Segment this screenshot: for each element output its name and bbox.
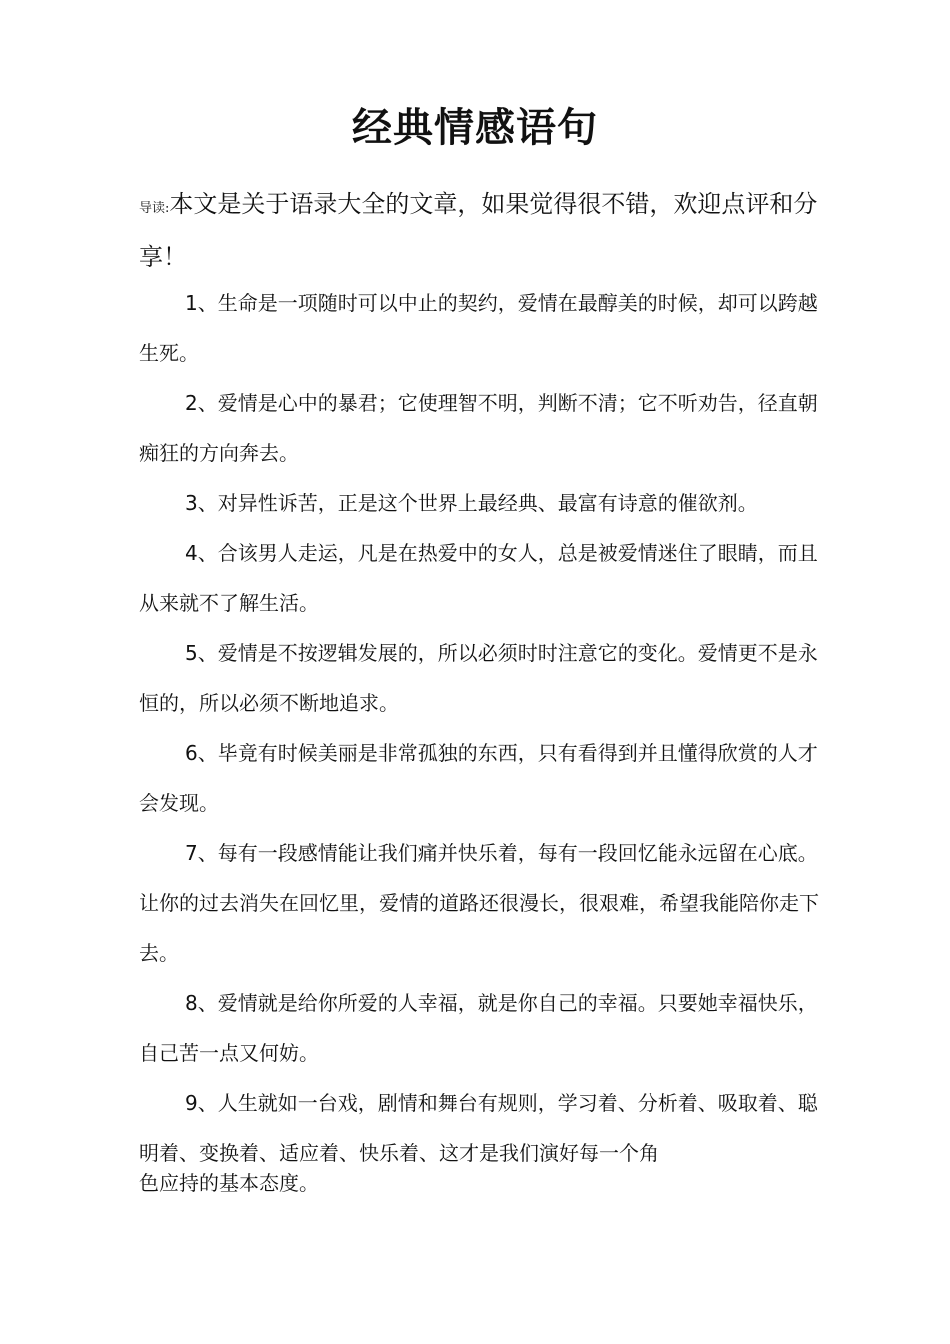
intro-lead: 导读: — [139, 201, 170, 216]
quote-paragraph-6: 6、毕竟有时候美丽是非常孤独的东西，只有看得到并且懂得欣赏的人才会发现。 — [139, 741, 818, 815]
quote-paragraph-8: 8、爱情就是给你所爱的人幸福，就是你自己的幸福。只要她幸福快乐，自己苦一点又何妨。 — [139, 991, 818, 1065]
quote-paragraph-1: 1、生命是一项随时可以中止的契约，爱情在最醇美的时候，却可以跨越生死。 — [139, 291, 818, 365]
quote-paragraph-9: 9、人生就如一台戏，剧情和舞台有规则，学习着、分析着、吸取着、聪明着、变换着、适应着、快乐着、这才是我们演好每一个角 — [139, 1091, 818, 1165]
quote-list — [139, 278, 829, 1198]
intro-paragraph — [139, 180, 819, 281]
quote-paragraph-9-tail: 色应持的基本态度。 — [139, 1171, 319, 1195]
quote-paragraph-2: 2、爱情是心中的暴君；它使理智不明，判断不清；它不听劝告，径直朝痴狂的方向奔去。 — [139, 391, 818, 465]
quote-paragraph-7: 7、每有一段感情能让我们痛并快乐着，每有一段回忆能永远留在心底。让你的过去消失在回忆里，爱情的道路还很漫长，很艰难，希望我能陪你走下去。 — [139, 841, 819, 965]
quote-paragraph-3: 3、对异性诉苦，正是这个世界上最经典、最富有诗意的催欲剂。 — [185, 491, 758, 515]
quote-paragraph-4: 4、合该男人走运，凡是在热爱中的女人，总是被爱情迷住了眼睛，而且从来就不了解生活。 — [139, 541, 818, 615]
quote-paragraph-5: 5、爱情是不按逻辑发展的，所以必须时时注意它的变化。爱情更不是永恒的，所以必须不断地追求。 — [139, 641, 818, 715]
page-title: 经典情感语句 — [352, 105, 598, 151]
intro-text: 本文是关于语录大全的文章，如果觉得很不错，欢迎点评和分享！ — [139, 190, 818, 271]
